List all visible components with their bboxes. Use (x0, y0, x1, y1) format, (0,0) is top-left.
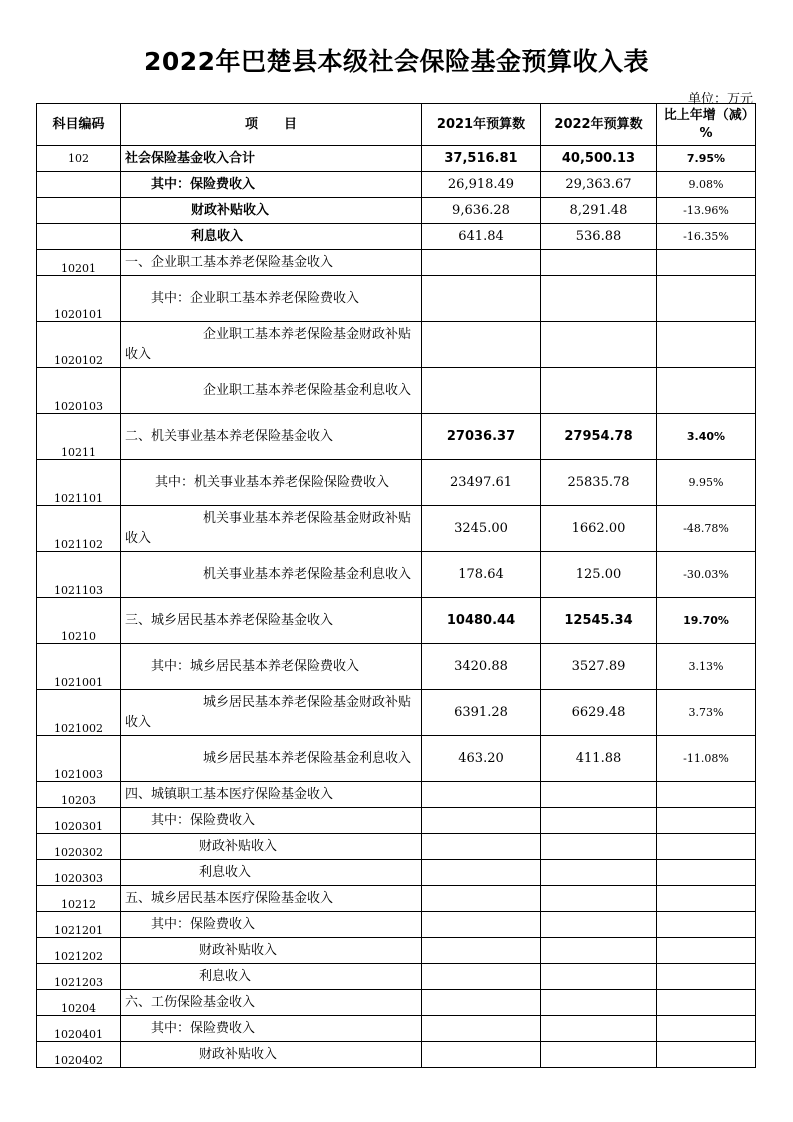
row-item: 二、机关事业基本养老保险基金收入 (121, 414, 422, 460)
row-2022: 411.88 (541, 736, 657, 782)
table-row (37, 598, 756, 644)
row-2021: 27036.37 (422, 414, 541, 460)
row-2022 (541, 808, 657, 834)
row-2022 (541, 276, 657, 322)
row-2021: 178.64 (422, 552, 541, 598)
row-2022 (541, 912, 657, 938)
row-2022 (541, 782, 657, 808)
row-item: 财政补贴收入 (121, 938, 422, 964)
row-change: 3.73% (657, 690, 756, 736)
table-row (37, 736, 756, 782)
table-row (37, 834, 756, 860)
row-code: 1021101 (37, 460, 121, 506)
row-change (657, 782, 756, 808)
row-change (657, 250, 756, 276)
table-row (37, 782, 756, 808)
row-2021: 463.20 (422, 736, 541, 782)
row-item: 企业职工基本养老保险基金财政补贴收入 (121, 322, 422, 368)
row-2021: 9,636.28 (422, 198, 541, 224)
table-row (37, 414, 756, 460)
row-2021 (422, 276, 541, 322)
row-2022 (541, 250, 657, 276)
row-code: 10212 (37, 886, 121, 912)
row-change: -16.35% (657, 224, 756, 250)
row-2022 (541, 938, 657, 964)
row-change (657, 938, 756, 964)
header-item: 项 目 (121, 104, 422, 146)
row-code: 1021001 (37, 644, 121, 690)
row-2022 (541, 886, 657, 912)
row-code: 1021002 (37, 690, 121, 736)
row-2021 (422, 886, 541, 912)
row-2021 (422, 250, 541, 276)
row-code: 1020402 (37, 1042, 121, 1068)
row-code: 1020303 (37, 860, 121, 886)
row-2021 (422, 1042, 541, 1068)
table-row (37, 224, 756, 250)
header-2022: 2022年预算数 (541, 104, 657, 146)
row-change (657, 276, 756, 322)
table-row (37, 808, 756, 834)
row-change (657, 964, 756, 990)
table-row (37, 552, 756, 598)
row-2021: 641.84 (422, 224, 541, 250)
row-code: 1021203 (37, 964, 121, 990)
row-change (657, 886, 756, 912)
row-code: 1020103 (37, 368, 121, 414)
table-row (37, 172, 756, 198)
row-change (657, 834, 756, 860)
row-change (657, 912, 756, 938)
row-2022: 1662.00 (541, 506, 657, 552)
row-2022: 25835.78 (541, 460, 657, 506)
row-item: 其中：保险费收入 (121, 912, 422, 938)
row-2021 (422, 322, 541, 368)
row-item: 机关事业基本养老保险基金利息收入 (121, 552, 422, 598)
row-code: 1021003 (37, 736, 121, 782)
row-code: 1021103 (37, 552, 121, 598)
row-2022: 40,500.13 (541, 146, 657, 172)
table-row (37, 506, 756, 552)
row-2022 (541, 964, 657, 990)
row-2021 (422, 834, 541, 860)
row-item: 其中：保险费收入 (121, 1016, 422, 1042)
row-item: 四、城镇职工基本医疗保险基金收入 (121, 782, 422, 808)
row-item: 三、城乡居民基本养老保险基金收入 (121, 598, 422, 644)
row-change: -30.03% (657, 552, 756, 598)
table-row (37, 460, 756, 506)
row-2021: 10480.44 (422, 598, 541, 644)
row-code (37, 172, 121, 198)
row-2022: 8,291.48 (541, 198, 657, 224)
row-2022: 12545.34 (541, 598, 657, 644)
row-item: 城乡居民基本养老保险基金利息收入 (121, 736, 422, 782)
row-2022 (541, 1016, 657, 1042)
row-2022: 6629.48 (541, 690, 657, 736)
table-row (37, 912, 756, 938)
row-code: 10201 (37, 250, 121, 276)
row-change (657, 990, 756, 1016)
row-change (657, 1042, 756, 1068)
row-change (657, 368, 756, 414)
row-code: 1020102 (37, 322, 121, 368)
row-2021 (422, 1016, 541, 1042)
table-row (37, 368, 756, 414)
table-row (37, 886, 756, 912)
unit-label: 单位：万元 (687, 92, 753, 107)
row-2021: 26,918.49 (422, 172, 541, 198)
row-item: 财政补贴收入 (121, 198, 422, 224)
row-2022: 536.88 (541, 224, 657, 250)
header-change: 比上年增（减）% (657, 104, 756, 146)
row-2022: 29,363.67 (541, 172, 657, 198)
row-2021: 6391.28 (422, 690, 541, 736)
row-2022: 27954.78 (541, 414, 657, 460)
row-2022: 3527.89 (541, 644, 657, 690)
row-change: -11.08% (657, 736, 756, 782)
header-code: 科目编码 (37, 104, 121, 146)
table-row (37, 690, 756, 736)
table-row (37, 1016, 756, 1042)
row-change: 9.08% (657, 172, 756, 198)
row-item: 社会保险基金收入合计 (121, 146, 422, 172)
row-change: -13.96% (657, 198, 756, 224)
row-code: 1021202 (37, 938, 121, 964)
row-code: 1021102 (37, 506, 121, 552)
row-item: 六、工伤保险基金收入 (121, 990, 422, 1016)
row-2022: 125.00 (541, 552, 657, 598)
row-code (37, 198, 121, 224)
row-item: 其中：保险费收入 (121, 808, 422, 834)
row-item: 其中：机关事业基本养老保险保险费收入 (121, 460, 422, 506)
row-change (657, 322, 756, 368)
row-change (657, 808, 756, 834)
row-2021 (422, 782, 541, 808)
row-code: 1020401 (37, 1016, 121, 1042)
row-change: 3.13% (657, 644, 756, 690)
row-2022 (541, 1042, 657, 1068)
row-item: 财政补贴收入 (121, 834, 422, 860)
row-code: 1021201 (37, 912, 121, 938)
table-row (37, 1042, 756, 1068)
row-item: 利息收入 (121, 964, 422, 990)
table-row (37, 322, 756, 368)
page-title: 2022年巴楚县本级社会保险基金预算收入表 (143, 47, 650, 76)
row-change (657, 860, 756, 886)
row-2021: 23497.61 (422, 460, 541, 506)
row-2021 (422, 912, 541, 938)
table-row (37, 250, 756, 276)
row-2021: 3420.88 (422, 644, 541, 690)
row-change: 9.95% (657, 460, 756, 506)
row-change: -48.78% (657, 506, 756, 552)
table-row (37, 276, 756, 322)
row-code: 1020301 (37, 808, 121, 834)
row-change: 19.70% (657, 598, 756, 644)
row-item: 城乡居民基本养老保险基金财政补贴收入 (121, 690, 422, 736)
row-2021 (422, 990, 541, 1016)
row-2021 (422, 938, 541, 964)
row-code: 10203 (37, 782, 121, 808)
row-item: 利息收入 (121, 860, 422, 886)
row-code: 10211 (37, 414, 121, 460)
row-2021 (422, 808, 541, 834)
table-row (37, 990, 756, 1016)
row-2022 (541, 860, 657, 886)
row-2021: 37,516.81 (422, 146, 541, 172)
row-code: 10210 (37, 598, 121, 644)
table-row (37, 198, 756, 224)
row-change (657, 1016, 756, 1042)
row-code (37, 224, 121, 250)
row-item: 利息收入 (121, 224, 422, 250)
row-code: 102 (37, 146, 121, 172)
row-code: 1020101 (37, 276, 121, 322)
row-2022 (541, 834, 657, 860)
row-item: 其中：保险费收入 (121, 172, 422, 198)
row-item: 财政补贴收入 (121, 1042, 422, 1068)
row-2021: 3245.00 (422, 506, 541, 552)
row-item: 其中：企业职工基本养老保险费收入 (121, 276, 422, 322)
row-code: 10204 (37, 990, 121, 1016)
row-2021 (422, 368, 541, 414)
row-item: 企业职工基本养老保险基金利息收入 (121, 368, 422, 414)
row-item: 五、城乡居民基本医疗保险基金收入 (121, 886, 422, 912)
row-change: 3.40% (657, 414, 756, 460)
row-item: 机关事业基本养老保险基金财政补贴收入 (121, 506, 422, 552)
row-2021 (422, 964, 541, 990)
row-item: 其中：城乡居民基本养老保险费收入 (121, 644, 422, 690)
budget-table (36, 103, 756, 1068)
row-2022 (541, 990, 657, 1016)
header-2021: 2021年预算数 (422, 104, 541, 146)
table-row (37, 860, 756, 886)
table-row (37, 644, 756, 690)
row-2022 (541, 322, 657, 368)
row-2022 (541, 368, 657, 414)
row-2021 (422, 860, 541, 886)
header-row (37, 104, 756, 146)
table-row (37, 146, 756, 172)
table-row (37, 938, 756, 964)
row-code: 1020302 (37, 834, 121, 860)
table-row (37, 964, 756, 990)
row-item: 一、企业职工基本养老保险基金收入 (121, 250, 422, 276)
row-change: 7.95% (657, 146, 756, 172)
